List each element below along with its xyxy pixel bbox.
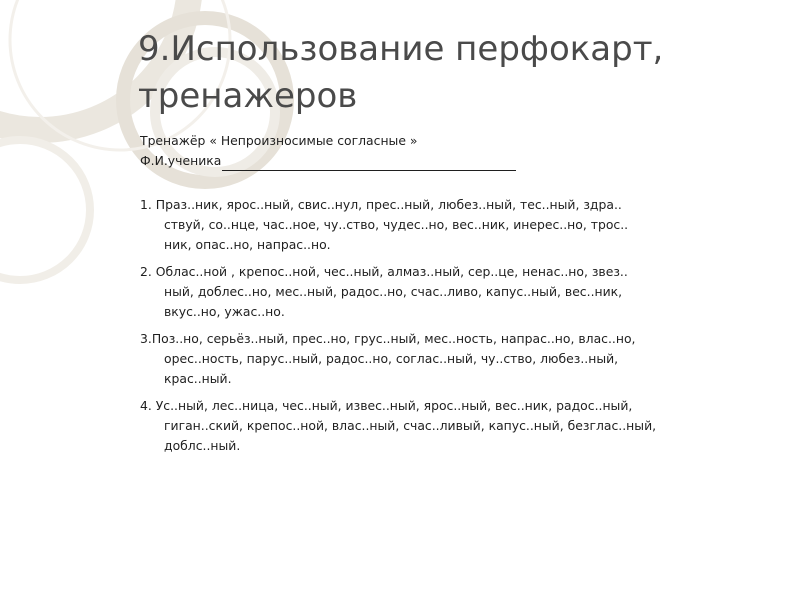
exercise-line: орес..ность, парус..ный, радос..но, соглас..ный, чу..ство, любез..ный, (164, 351, 619, 366)
student-name-blank (222, 156, 516, 171)
spacer (140, 171, 780, 195)
exercise-item-4 (140, 396, 780, 456)
student-name-line (140, 151, 780, 171)
exercise-item-2 (140, 262, 780, 322)
exercise-line: крас..ный. (164, 371, 232, 386)
exercise-line: 4. Ус..ный, лес..ница, чес..ный, извес..ный, ярос..ный, вес..ник, радос..ный, (140, 398, 633, 413)
decorative-ring-small (0, 140, 90, 280)
trainer-subtitle: Тренажёр « Непроизносимые согласные » (140, 133, 418, 148)
exercise-item-1 (140, 195, 780, 255)
exercise-line: доблс..ный. (164, 438, 241, 453)
exercise-line: ный, доблес..но, мес..ный, радос..но, счас..ливо, капус..ный, вес..ник, (164, 284, 623, 299)
exercise-line: ствуй, со..нце, час..ное, чу..ство, чудес..но, вес..ник, инерес..но, трос.. (164, 217, 629, 232)
title-line-1: 9.Использование перфокарт, (138, 29, 664, 69)
exercise-line: ник, опас..но, напрас..но. (164, 237, 331, 252)
exercise-line: 3.Поз..но, серьёз..ный, прес..но, грус..ный, мес..ность, напрас..но, влас..но, (140, 331, 636, 346)
exercise-item-3 (140, 329, 780, 389)
student-name-label: Ф.И.ученика (140, 153, 222, 168)
exercise-line: 2. Облас..ной , крепос..ной, чес..ный, алмаз..ный, сер..це, ненас..но, звез.. (140, 264, 628, 279)
exercise-line: гиган..ский, крепос..ной, влас..ный, счас..ливый, капус..ный, безглас..ный, (164, 418, 657, 433)
slide-content (140, 131, 780, 463)
slide-title (138, 26, 738, 120)
title-line-2: тренажеров (138, 76, 358, 116)
exercise-line: вкус..но, ужас..но. (164, 304, 285, 319)
exercise-line: 1. Праз..ник, ярос..ный, свис..нул, прес..ный, любез..ный, тес..ный, здра.. (140, 197, 622, 212)
